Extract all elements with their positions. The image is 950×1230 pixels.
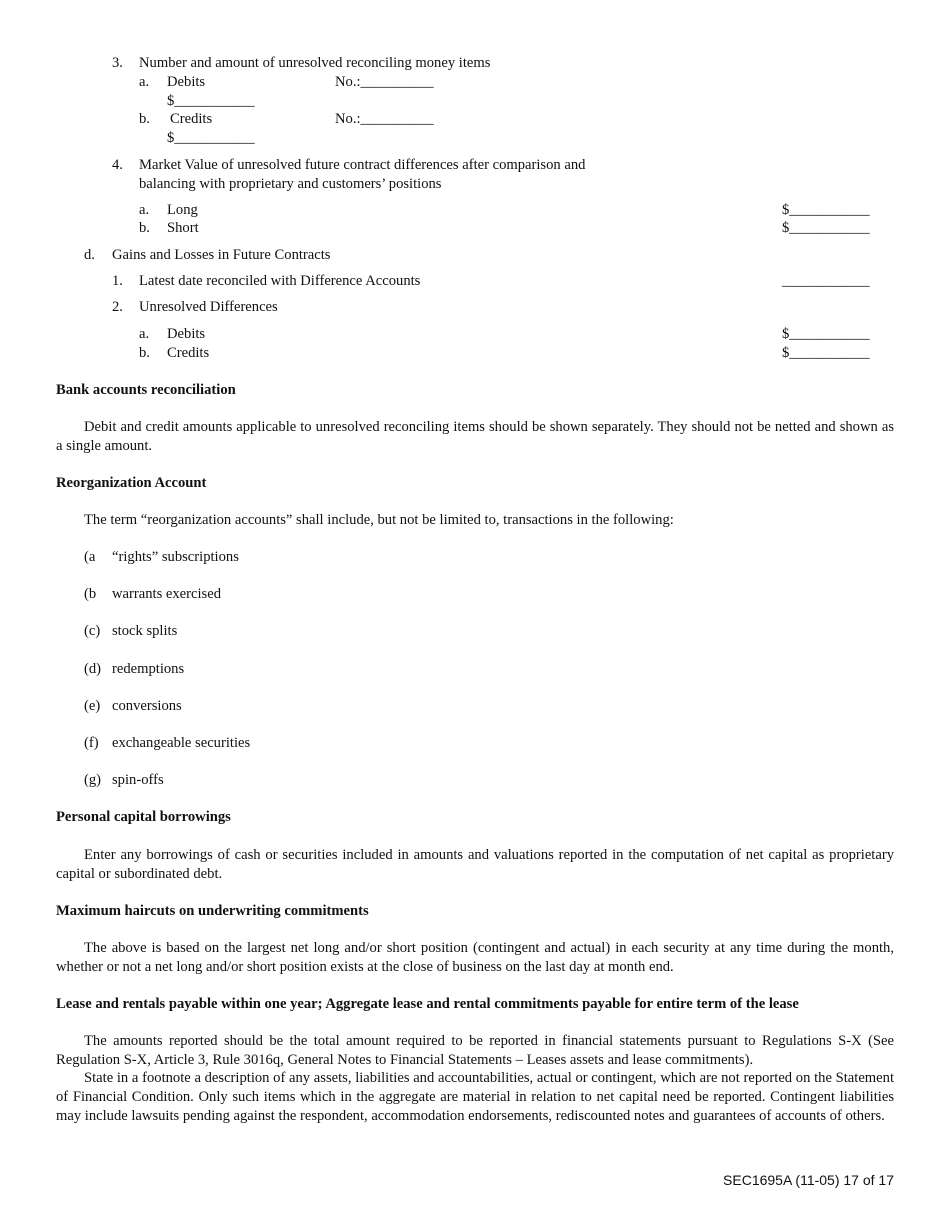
list-key: (a [84, 549, 96, 565]
item-number: 2. [112, 299, 123, 315]
section-heading: Lease and rentals payable within one year; Aggregate lease and rental commitments payable for entire term of the lease [56, 996, 799, 1012]
count-field[interactable]: No.:__________ [335, 111, 434, 127]
item-number: 4. [112, 157, 123, 173]
form-footer: SEC1695A (11-05) 17 of 17 [723, 1172, 894, 1188]
body-paragraph [56, 846, 894, 883]
item-title: Number and amount of unresolved reconciling money items [139, 55, 491, 71]
item-title: Unresolved Differences [139, 299, 278, 315]
amount-field[interactable]: $___________ [782, 326, 870, 342]
amount-field[interactable]: $___________ [782, 202, 870, 218]
item-title: Market Value of unresolved future contract differences after comparison and [139, 157, 586, 173]
list-item: warrants exercised [112, 586, 221, 602]
item-number: 1. [112, 273, 123, 289]
list-item: spin-offs [112, 772, 164, 788]
sub-label: Credits [170, 111, 213, 127]
sub-label: Debits [167, 326, 206, 342]
list-item: stock splits [112, 623, 178, 639]
amount-field[interactable]: $___________ [782, 220, 870, 236]
amount-field[interactable]: $___________ [167, 93, 255, 109]
item-title: Latest date reconciled with Difference Accounts [139, 273, 421, 289]
list-item: redemptions [112, 661, 185, 677]
section-heading: Bank accounts reconciliation [56, 382, 236, 398]
section-title: Gains and Losses in Future Contracts [112, 247, 331, 263]
section-heading: Maximum haircuts on underwriting commitments [56, 903, 369, 919]
list-key: (g) [84, 772, 102, 788]
section-heading: Personal capital borrowings [56, 809, 231, 825]
sub-label: Long [167, 202, 198, 218]
body-paragraph [56, 1032, 894, 1126]
sub-letter: b. [139, 345, 150, 361]
sub-label: Short [167, 220, 199, 236]
list-item: conversions [112, 698, 182, 714]
paragraph-text: State in a footnote a description of any assets, liabilities and accountabilities, actual or contingent, which are not reported on the Statement of Financial Condition. Only such items which in the aggregate are material in relation to net capital need be reported. Contingent liabilities may include lawsuits pending against the respondent, accommodation endorsements, rediscounted notes and guarantees of accounts of others. [56, 1070, 894, 1124]
sub-letter: b. [139, 220, 150, 236]
section-heading: Reorganization Account [56, 475, 207, 491]
paragraph-text: The amounts reported should be the total amount required to be reported in financial statements pursuant to Regulations S-X (See Regulation S-X, Article 3, Rule 3016q, General Notes to Financial Statements – Leases assets and lease commitments). [56, 1033, 894, 1068]
sub-letter: a. [139, 326, 150, 342]
amount-field[interactable]: $___________ [782, 345, 870, 361]
sub-letter: a. [139, 202, 150, 218]
list-key: (e) [84, 698, 101, 714]
list-key: (c) [84, 623, 101, 639]
sub-label: Credits [167, 345, 210, 361]
paragraph-text: The term “reorganization accounts” shall include, but not be limited to, transactions in the following: [84, 512, 674, 528]
sub-label: Debits [167, 74, 206, 90]
body-paragraph [56, 939, 894, 976]
sub-letter: b. [139, 111, 150, 127]
list-key: (b [84, 586, 97, 602]
date-field[interactable]: ____________ [782, 273, 870, 289]
paragraph-text: Enter any borrowings of cash or securities included in amounts and valuations reported in the computation of net capital as proprietary capital or subordinated debt. [56, 847, 894, 882]
paragraph-text: Debit and credit amounts applicable to unresolved reconciling items should be shown separately. They should not be netted and shown as a single amount. [56, 419, 894, 454]
amount-field[interactable]: $___________ [167, 130, 255, 146]
count-field[interactable]: No.:__________ [335, 74, 434, 90]
body-paragraph [56, 418, 894, 455]
list-key: (d) [84, 661, 102, 677]
list-item: exchangeable securities [112, 735, 251, 751]
list-key: (f) [84, 735, 99, 751]
item-title-cont: balancing with proprietary and customers’ positions [139, 176, 442, 192]
paragraph-text: The above is based on the largest net long and/or short position (contingent and actual) in each security at any time during the month, whether or not a net long and/or short position exists at the close of business on the last day at month end. [56, 940, 894, 975]
item-number: 3. [112, 55, 123, 71]
list-item: “rights” subscriptions [112, 549, 239, 565]
sub-letter: a. [139, 74, 150, 90]
section-letter: d. [84, 247, 95, 263]
